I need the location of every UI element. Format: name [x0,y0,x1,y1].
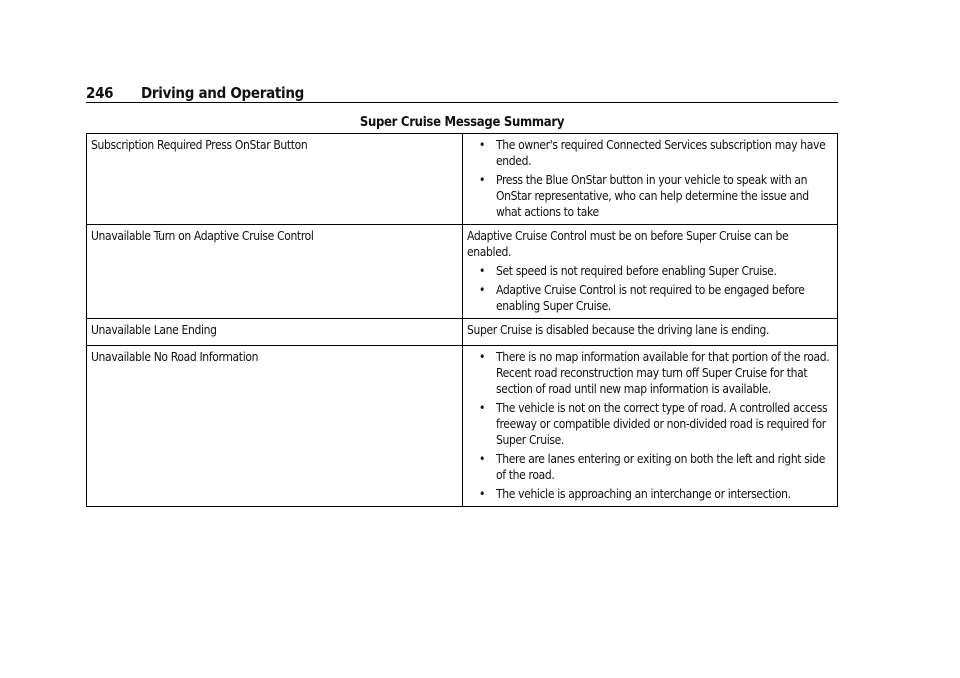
bullet-icon: • [479,283,486,297]
bullet-list [467,263,833,314]
table-row [87,346,838,507]
bullet-item [467,282,833,314]
table-row [87,134,838,225]
message-table-body [87,134,838,507]
bullet-text: Press the Blue OnStar button in your vehicle to speak with an OnStar representative, who can help determine the issue and what actions to take [496,173,809,219]
bullet-list [467,349,833,502]
bullet-icon: • [479,264,486,278]
bullet-text: Set speed is not required before enabling Super Cruise. [496,264,777,278]
bullet-icon: • [479,138,486,152]
bullet-item [467,451,833,483]
message-description [463,319,838,346]
bullet-icon: • [479,173,486,187]
message-name: Unavailable Lane Ending [87,319,463,346]
bullet-icon: • [479,452,486,466]
message-summary-table [86,133,838,507]
message-description [463,225,838,319]
description-text: Adaptive Cruise Control must be on before Super Cruise can be enabled. [467,229,789,259]
bullet-item [467,400,833,448]
message-name: Unavailable No Road Information [87,346,463,507]
bullet-text: There are lanes entering or exiting on both the left and right side of the road. [496,452,825,482]
table-row [87,225,838,319]
bullet-item [467,137,833,169]
bullet-icon: • [479,401,486,415]
page-number: 246 [86,84,114,102]
table-title: Super Cruise Message Summary [359,115,565,130]
section-title: Driving and Operating [141,84,305,102]
bullet-text: Adaptive Cruise Control is not required to be engaged before enabling Super Cruise. [496,283,805,313]
table-row [87,319,838,346]
description-text: Super Cruise is disabled because the driving lane is ending. [467,323,770,337]
bullet-list [467,137,833,220]
bullet-text: The owner's required Connected Services subscription may have ended. [496,138,826,168]
bullet-icon: • [479,350,486,364]
bullet-text: The vehicle is approaching an interchange or intersection. [496,487,791,501]
bullet-item [467,172,833,220]
bullet-item [467,486,833,502]
message-name: Unavailable Turn on Adaptive Cruise Control [87,225,463,319]
bullet-item [467,349,833,397]
bullet-icon: • [479,487,486,501]
message-name: Subscription Required Press OnStar Button [87,134,463,225]
bullet-text: There is no map information available for that portion of the road. Recent road reconstruction may turn off Super Cruise for that section of road until new map information is available. [496,350,830,396]
header-divider [86,102,838,103]
page-header [86,84,838,104]
bullet-item [467,263,833,279]
message-description [463,134,838,225]
bullet-text: The vehicle is not on the correct type of road. A controlled access freeway or compatible divided or non-divided road is required for Super Cruise. [496,401,828,447]
message-description [463,346,838,507]
